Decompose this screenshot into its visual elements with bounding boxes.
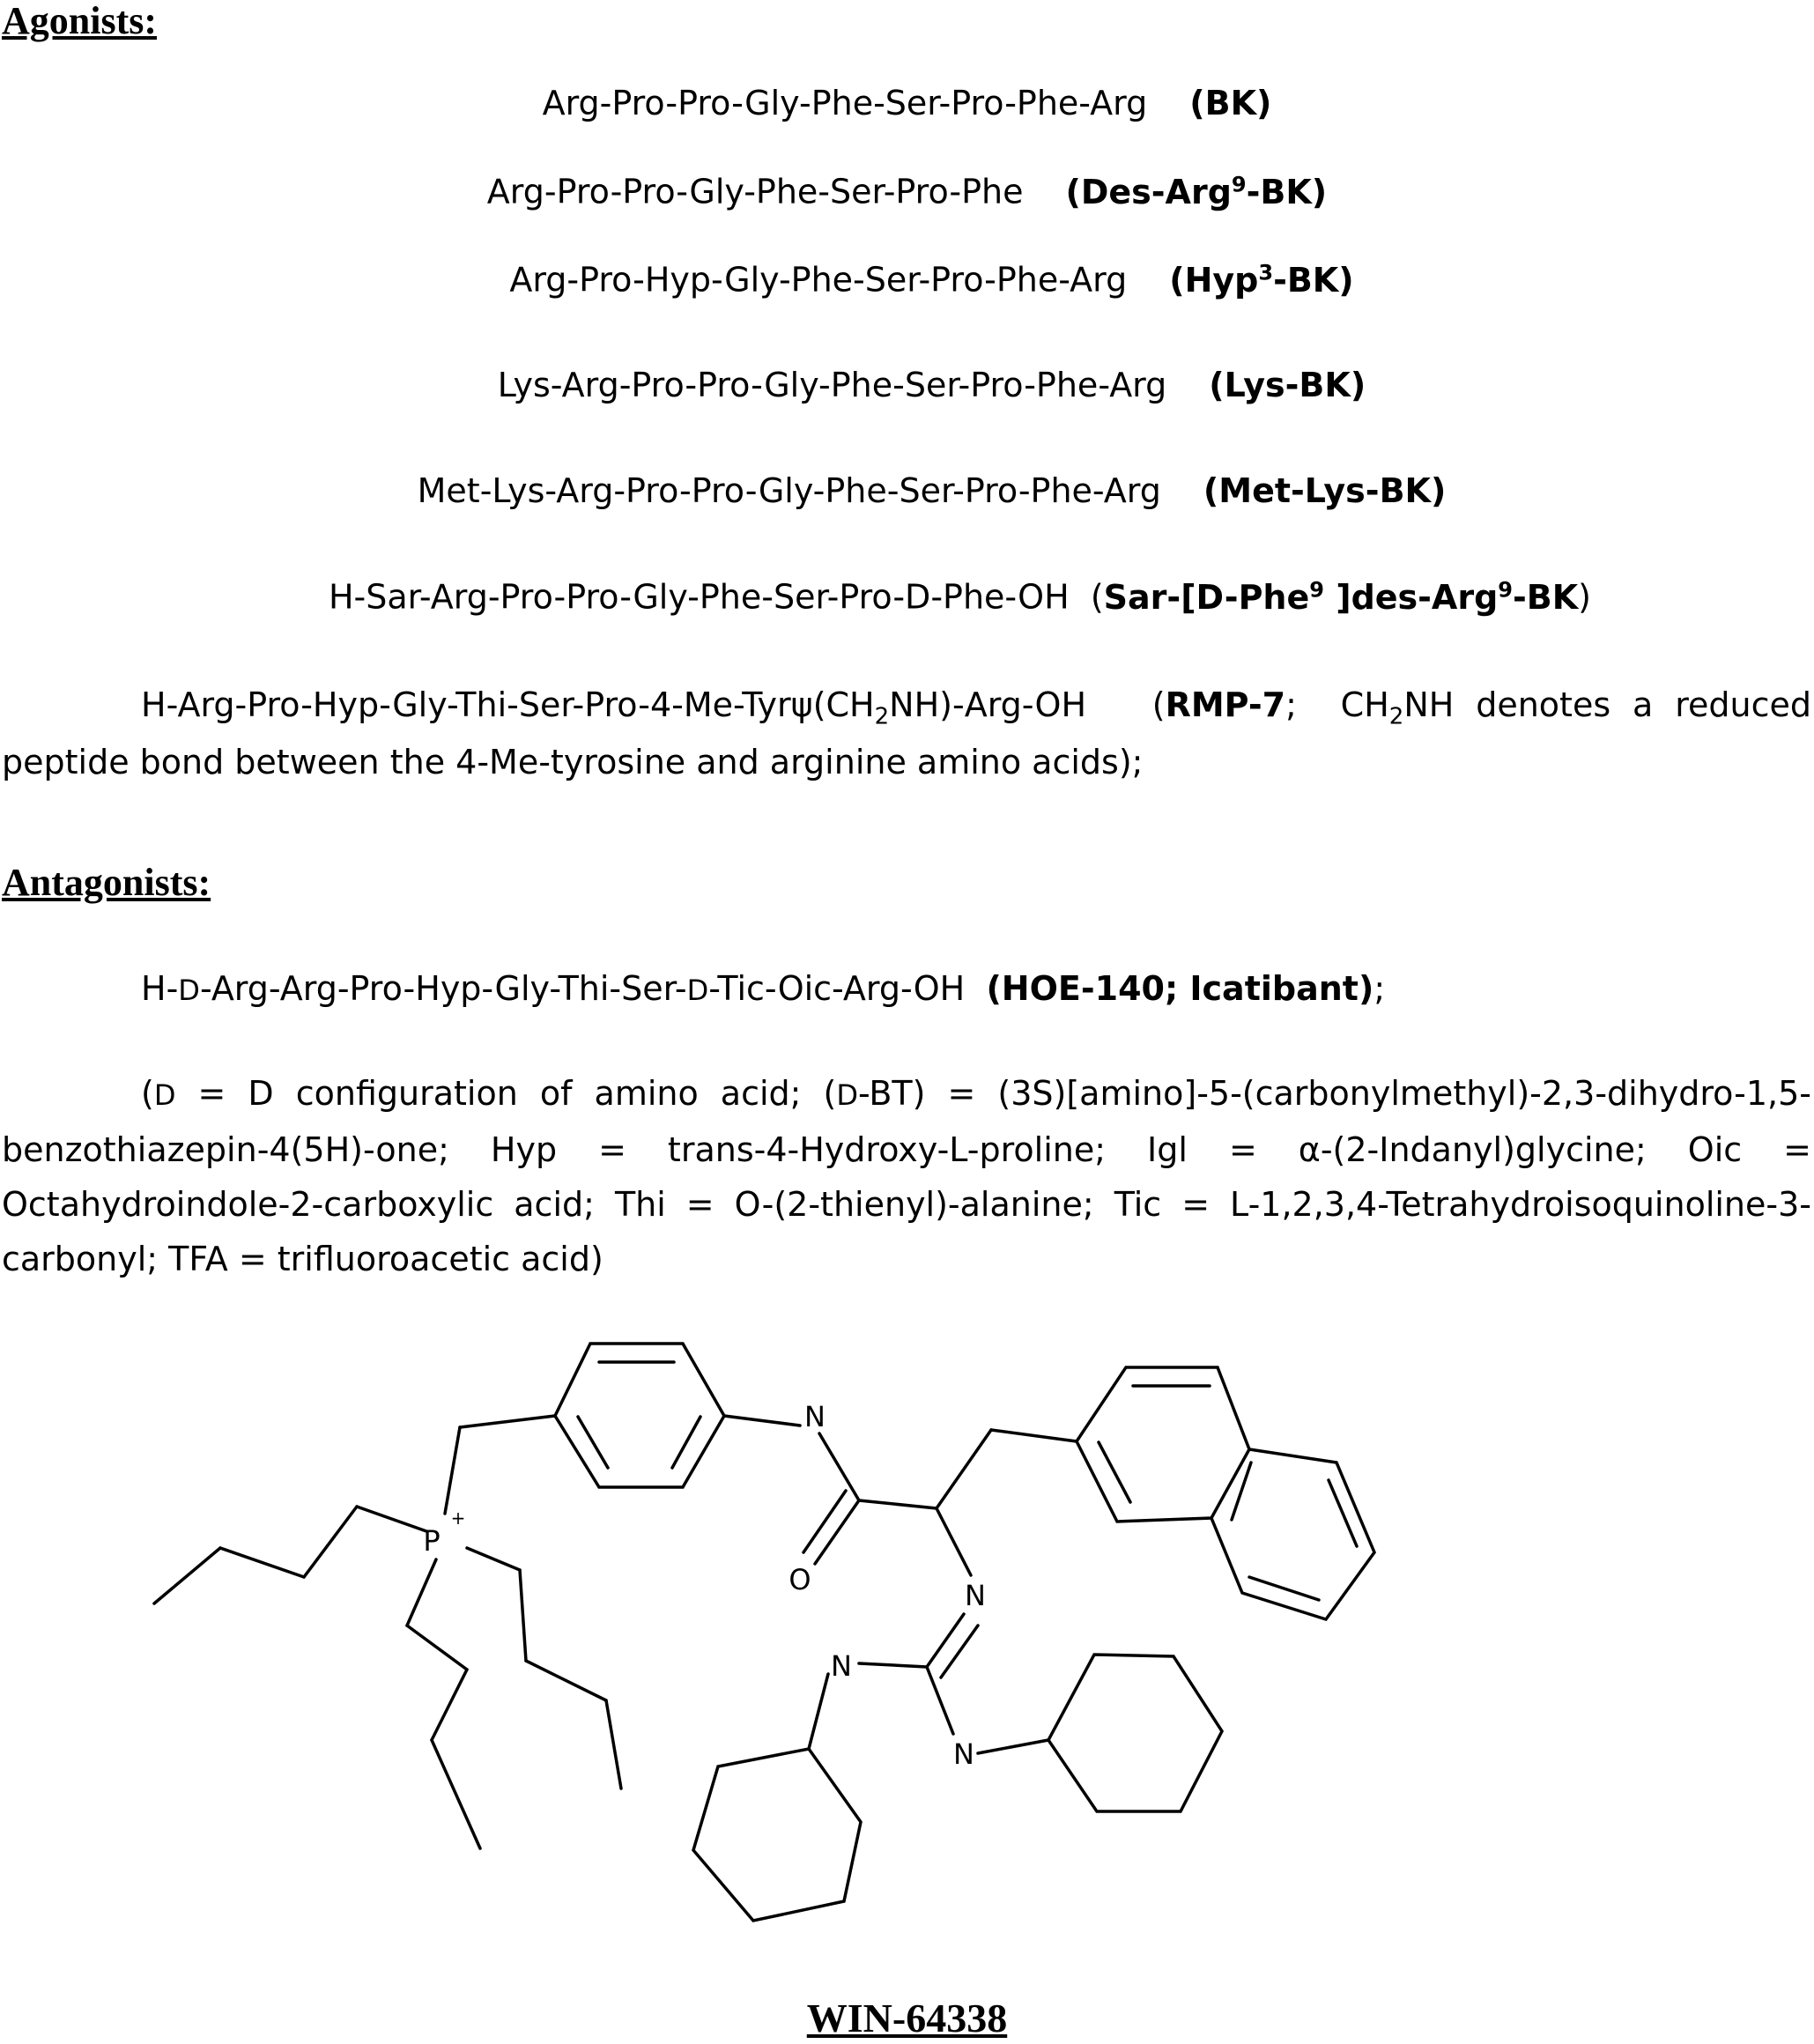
structure-caption: WIN-64338 <box>806 1996 1008 2040</box>
agonist-met-lys-bk <box>25 471 1814 512</box>
agonist-lys-bk <box>25 366 1814 406</box>
amide-nitrogen-label: N <box>804 1400 826 1433</box>
phosphorus-label: P <box>423 1524 441 1558</box>
sequence: H-Sar-Arg-Pro-Pro-Gly-Phe-Ser-Pro-D-Phe-OH <box>328 577 1070 617</box>
compound-name: (Lys-BK) <box>1209 366 1366 404</box>
compound-name: (Des-Arg$^9$-BK) <box>1065 172 1328 211</box>
agonist-sar-dphe9-des-arg9-bk: H-Sar-Arg-Pro-Pro-Gly-Phe-Ser-Pro-D-Phe-OH (Sar-[D-Phe$^9$ ]des-Arg$^9$-BK) <box>328 577 1591 617</box>
lower-amine-nitrogen-label: N <box>953 1737 974 1771</box>
positive-charge-label: + <box>450 1507 466 1529</box>
sequence: Arg-Pro-Hyp-Gly-Phe-Ser-Pro-Phe-Arg <box>509 260 1128 300</box>
sequence: Met-Lys-Arg-Pro-Pro-Gly-Phe-Ser-Pro-Phe-Arg <box>417 471 1161 510</box>
antagonist-hoe140: H-D-Arg-Arg-Pro-Hyp-Gly-Thi-Ser-D-Tic-Oic-Arg-OH (HOE-140; Icatibant); <box>141 969 1386 1008</box>
agonist-rmp7-paragraph: $H-Arg-Pro-Hyp-Gly-Thi-Ser-Pro-4-Me-Tyr\psi(CH_2NH)-Arg-OH$ (RMP-7; $CH_2NH$ denotes a reduced peptide bond between the 4-Me-tyrosine and arginine amino acids); <box>2 685 1811 782</box>
atom-labels <box>423 1400 986 1771</box>
compound-name: Sar-[D-Phe$^9$ ]des-Arg$^9$-BK <box>1103 577 1579 617</box>
win-64338-structure <box>0 1322 1814 1991</box>
abbreviations-glossary: (D = D configuration of amino acid; (D-BT) = (3S)[amino]-5-(carbonylmethyl)-2,3-dihydro-1,5-benzothiazepin-4(5H)-one; Hyp = trans-4-Hydroxy-L-proline; Igl = α-(2-Indanyl)glycine; Oic = Octahydroindole-2-carboxylic acid; Thi = O-(2-thienyl)-alanine; Tic = L-1,2,3,4-Tetrahydroisoquinoline-3-carbonyl; TFA = trifluoroacetic acid) <box>2 1074 1811 1278</box>
compound-name: RMP-7 <box>1165 685 1286 724</box>
bond-lines <box>154 1344 1374 1921</box>
compound-name: (Met-Lys-BK) <box>1203 471 1447 510</box>
agonist-des-arg9-bk <box>0 172 1814 212</box>
antagonists-heading: Antagonists: <box>2 861 211 904</box>
sequence: Arg-Pro-Pro-Gly-Phe-Ser-Pro-Phe-Arg <box>542 84 1148 122</box>
left-amine-nitrogen-label: N <box>831 1649 852 1683</box>
compound-name: (HOE-140; Icatibant) <box>986 969 1374 1008</box>
agonist-bk <box>0 84 1814 124</box>
oxygen-label: O <box>789 1563 811 1596</box>
compound-name: (Hyp$^3$-BK) <box>1169 260 1354 300</box>
sequence: Arg-Pro-Pro-Gly-Phe-Ser-Pro-Phe <box>486 172 1024 211</box>
agonists-heading: Agonists: <box>2 0 158 42</box>
agonist-hyp3-bk <box>25 260 1814 300</box>
sequence: Lys-Arg-Pro-Pro-Gly-Phe-Ser-Pro-Phe-Arg <box>497 366 1167 404</box>
imine-nitrogen-label: N <box>965 1579 986 1612</box>
compound-name: (BK) <box>1189 84 1272 122</box>
